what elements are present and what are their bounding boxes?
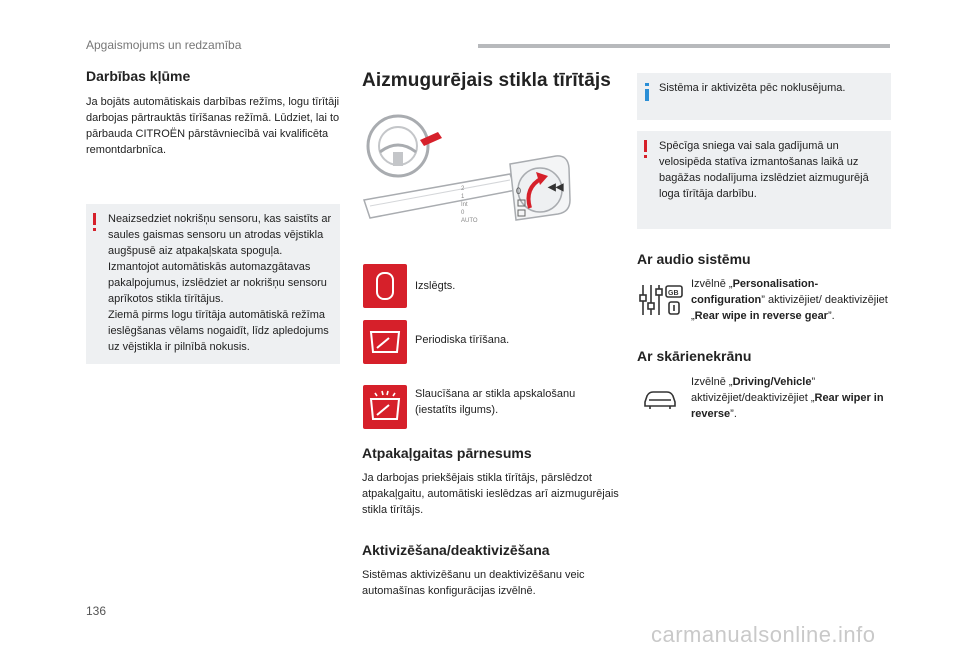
menu-name: Driving/Vehicle	[732, 376, 812, 388]
rear-wash-icon	[363, 385, 407, 429]
menu-name: Personalisation-configuration	[691, 278, 819, 306]
page-number: 136	[86, 604, 107, 618]
activation-heading: Aktivizēšana/deaktivizēšana	[362, 542, 550, 558]
svg-text:◀◀: ◀◀	[548, 182, 564, 193]
stalk-highlight	[420, 132, 442, 146]
steering-wheel-icon	[368, 116, 428, 176]
car-icon	[643, 388, 677, 410]
malfunction-heading: Darbības kļūme	[86, 68, 191, 84]
rear-wiper-heading: Aizmugurējais stikla tīrītājs	[362, 70, 611, 91]
section-title: Apgaismojums un redzamība	[86, 38, 242, 52]
rear-wiper-icon	[363, 320, 407, 364]
activation-paragraph: Sistēmas aktivizēšanu un deaktivizēšanu veic automašīnas konfigurācijas izvēlnē.	[362, 569, 585, 597]
snow-warning-text: Spēcīga sniega vai sala gadījumā un velosipēda statīva izmantošanas laikā uz bagāžas nodalījuma izslēdziet aizmugurējā loga tīrītāja darbību.	[659, 140, 869, 200]
mode-off-label: Izslēgts.	[415, 280, 456, 292]
warning-box-sensor	[86, 204, 340, 364]
warning-line-2: Izmantojot automātiskās automazgātavas pakalpojumus, izslēdziet ar nokrišņu sensoru aprīkotos stikla tīrītājus.	[108, 261, 327, 305]
text-suffix: ”.	[827, 310, 835, 322]
stalk-lever	[364, 174, 516, 218]
info-box-default	[637, 73, 891, 120]
stalk-position-label: AUTO	[461, 218, 478, 224]
touchscreen-instruction	[691, 374, 891, 422]
stalk-position-label: 2	[461, 186, 465, 192]
reverse-heading: Atpakaļgaitas pārnesums	[362, 445, 532, 461]
info-text: Sistēma ir aktivizēta pēc noklusējuma.	[659, 82, 846, 94]
touchscreen-heading: Ar skārienekrānu	[637, 348, 752, 364]
mode-wash-label: Slaucīšana ar stikla apskalošanu (iestatīts ilgums).	[415, 388, 576, 416]
text-suffix: ”.	[730, 408, 737, 420]
reverse-paragraph: Ja darbojas priekšējais stikla tīrītājs, pārslēdzot atpakaļgaitu, automātiski ieslēdzas arī aizmugurējais stikla tīrītājs.	[362, 472, 619, 516]
warning-line-3: Ziemā pirms logu tīrītāja automātiskā režīma ieslēgšanas vēlams nogaidīt, līdz apledojums uz vējstikla ir pilnībā nokusis.	[108, 309, 329, 353]
zero-icon	[363, 264, 407, 308]
settings-sliders-icon	[638, 283, 684, 317]
header-divider	[478, 44, 890, 48]
text-prefix: Izvēlnē „	[691, 376, 733, 388]
wiper-stalk-illustration	[360, 108, 575, 243]
text-prefix: Izvēlnē „	[691, 278, 733, 290]
text-middle: ” aktivizējiet/deaktivizējiet „	[691, 376, 816, 404]
warning-line-1: Neaizsedziet nokrišņu sensoru, kas saistīts ar saules gaismas sensoru un atrodas vējstikla augšpusē aiz atpakaļskata spoguļa.	[108, 213, 332, 257]
malfunction-paragraph: Ja bojāts automātiskais darbības režīms, logu tīrītāji darbojas pārtrauktās tīrīšanas režīmā. Lūdziet, lai to pārbauda CITROËN pārstāvniecībā vai kvalificēta remontdarbnīca.	[86, 96, 340, 156]
info-icon	[645, 83, 649, 101]
audio-heading: Ar audio sistēmu	[637, 251, 751, 267]
watermark: carmanualsonline.info	[651, 622, 876, 647]
language-badge: GB	[668, 290, 679, 297]
warning-icon	[92, 212, 97, 232]
warning-icon	[643, 139, 648, 159]
text-middle: ” aktivizējiet/ deaktivizējiet „	[691, 294, 888, 322]
stalk-position-label: 1	[461, 194, 465, 200]
mode-intermittent-label: Periodiska tīrīšana.	[415, 334, 510, 346]
stalk-position-label: Int	[461, 202, 468, 208]
audio-instruction	[691, 276, 891, 324]
option-name: Rear wiper in reverse	[691, 392, 884, 420]
option-name: Rear wipe in reverse gear	[694, 310, 828, 322]
svg-text:0: 0	[516, 186, 522, 196]
warning-box-snow	[637, 131, 891, 229]
stalk-position-label: 0	[461, 210, 465, 216]
